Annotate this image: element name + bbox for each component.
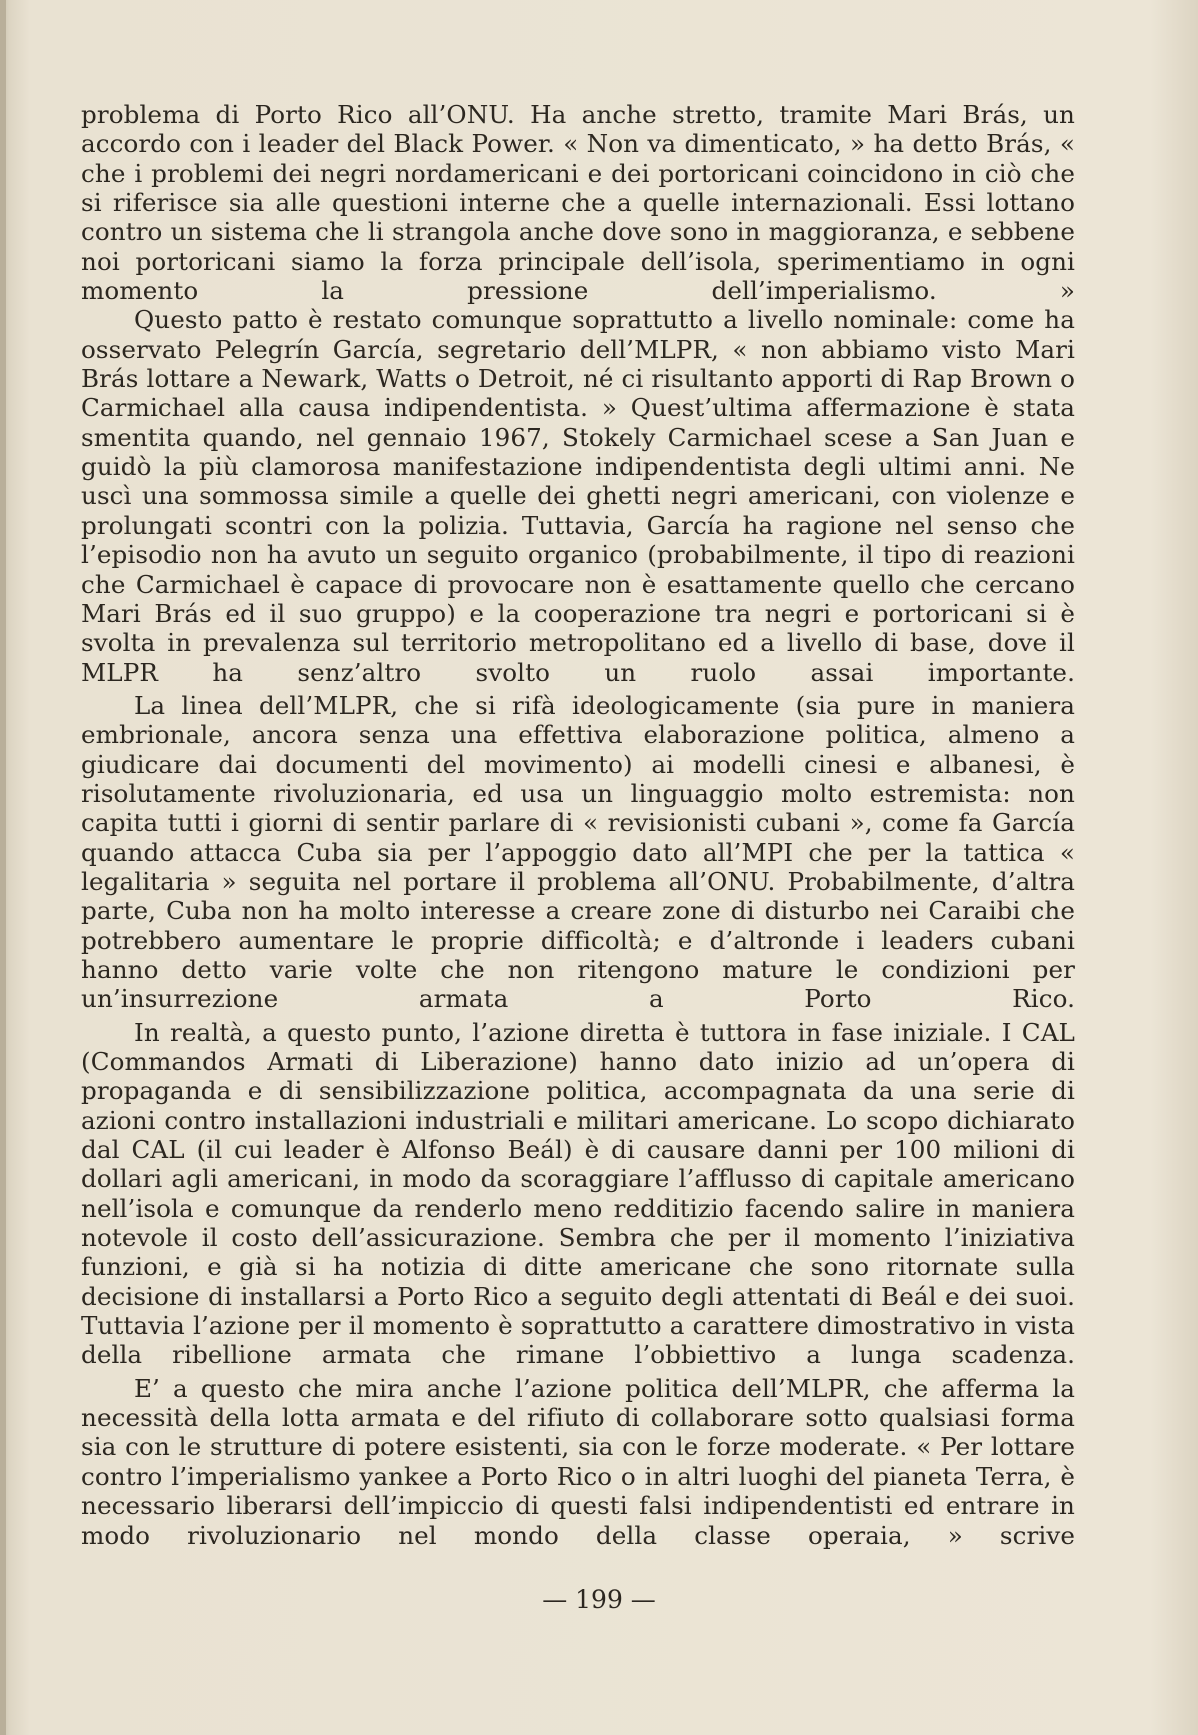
body-text [81, 100, 1075, 1550]
paragraph-4: In realtà, a questo punto, l’azione diretta è tuttora in fase iniziale. I CAL (Commandos Armati di Liberazione) hanno dato inizio ad un’opera di propaganda e di sensibilizzazione politica, accompagnata da una serie di azioni contro installazioni industriali e militari americane. Lo scopo dichiarato dal CAL (il cui leader è Alfonso Beál) è di causare danni per 100 milioni di dollari agli americani, in modo da scoraggiare l’afflusso di capitale americano nell’isola e comunque da renderlo meno redditizio facendo salire in maniera notevole il costo dell’assicurazione. Sembra che per il momento l’iniziativa funzioni, e già si ha notizia di ditte americane che sono ritornate sulla decisione di installarsi a Porto Rico a seguito degli attentati di Beál e dei suoi. Tuttavia l’azione per il momento è soprattutto a carattere dimostrativo in vista della ribellione armata che rimane l’obbiettivo a lunga scadenza. [81, 1017, 1075, 1370]
paragraph-2: Questo patto è restato comunque soprattutto a livello nominale: come ha osservato Pelegrín García, segretario dell’MLPR, « non abbiamo visto Mari Brás lottare a Newark, Watts o Detroit, né ci risultanto apporti di Rap Brown o Carmichael alla causa indipendentista. » Quest’ultima affermazione è stata smentita quando, nel gennaio 1967, Stokely Carmichael scese a San Juan e guidò la più clamorosa manifestazione indipendentista degli ultimi anni. Ne uscì una sommossa simile a quelle dei ghetti negri americani, con violenze e prolungati scontri con la polizia. Tuttavia, García ha ragione nel senso che l’episodio non ha avuto un seguito organico (probabilmente, il tipo di reazioni che Carmichael è capace di provocare non è esattamente quello che cercano Mari Brás ed il suo gruppo) e la cooperazione tra negri e portoricani si è svolta in prevalenza sul territorio metropolitano ed a livello di base, dove il MLPR ha senz’altro svolto un ruolo assai importante. [81, 305, 1075, 687]
page-number: — 199 — [542, 1585, 656, 1614]
paragraph-5: E’ a questo che mira anche l’azione politica dell’MLPR, che afferma la necessità della lotta armata e del rifiuto di collaborare sotto qualsiasi forma sia con le strutture di potere esistenti, sia con le forze moderate. « Per lottare contro l’imperialismo yankee a Porto Rico o in altri luoghi del pianeta Terra, è necessario liberarsi dell’impiccio di questi falsi indipendentisti ed entrare in modo rivoluzionario nel mondo della classe operaia, » scrive [81, 1373, 1075, 1550]
paragraph-1: problema di Porto Rico all’ONU. Ha anche stretto, tramite Mari Brás, un accordo con i leader del Black Power. « Non va dimenticato, » ha detto Brás, « che i problemi dei negri nordamericani e dei portoricani coincidono in ciò che si riferisce sia alle questioni interne che a quelle internazionali. Essi lottano contro un sistema che li strangola anche dove sono in maggioranza, e sebbene noi portoricani siamo la forza principale dell’isola, sperimentiamo in ogni momento la pressione dell’imperialismo. » [81, 100, 1075, 306]
paragraph-3: La linea dell’MLPR, che si rifà ideologicamente (sia pure in maniera embrionale, ancora senza una effettiva elaborazione politica, almeno a giudicare dai documenti del movimento) ai modelli cinesi e albanesi, è risolutamente rivoluzionaria, ed usa un linguaggio molto estremista: non capita tutti i giorni di sentir parlare di « revisionisti cubani », come fa García quando attacca Cuba sia per l’appoggio dato all’MPI che per la tattica « legalitaria » seguita nel portare il problema all’ONU. Probabilmente, d’altra parte, Cuba non ha molto interesse a creare zone di disturbo nei Caraibi che potrebbero aumentare le proprie difficoltà; e d’altronde i leaders cubani hanno detto varie volte che non ritengono mature le condizioni per un’insurrezione armata a Porto Rico. [81, 690, 1075, 1014]
